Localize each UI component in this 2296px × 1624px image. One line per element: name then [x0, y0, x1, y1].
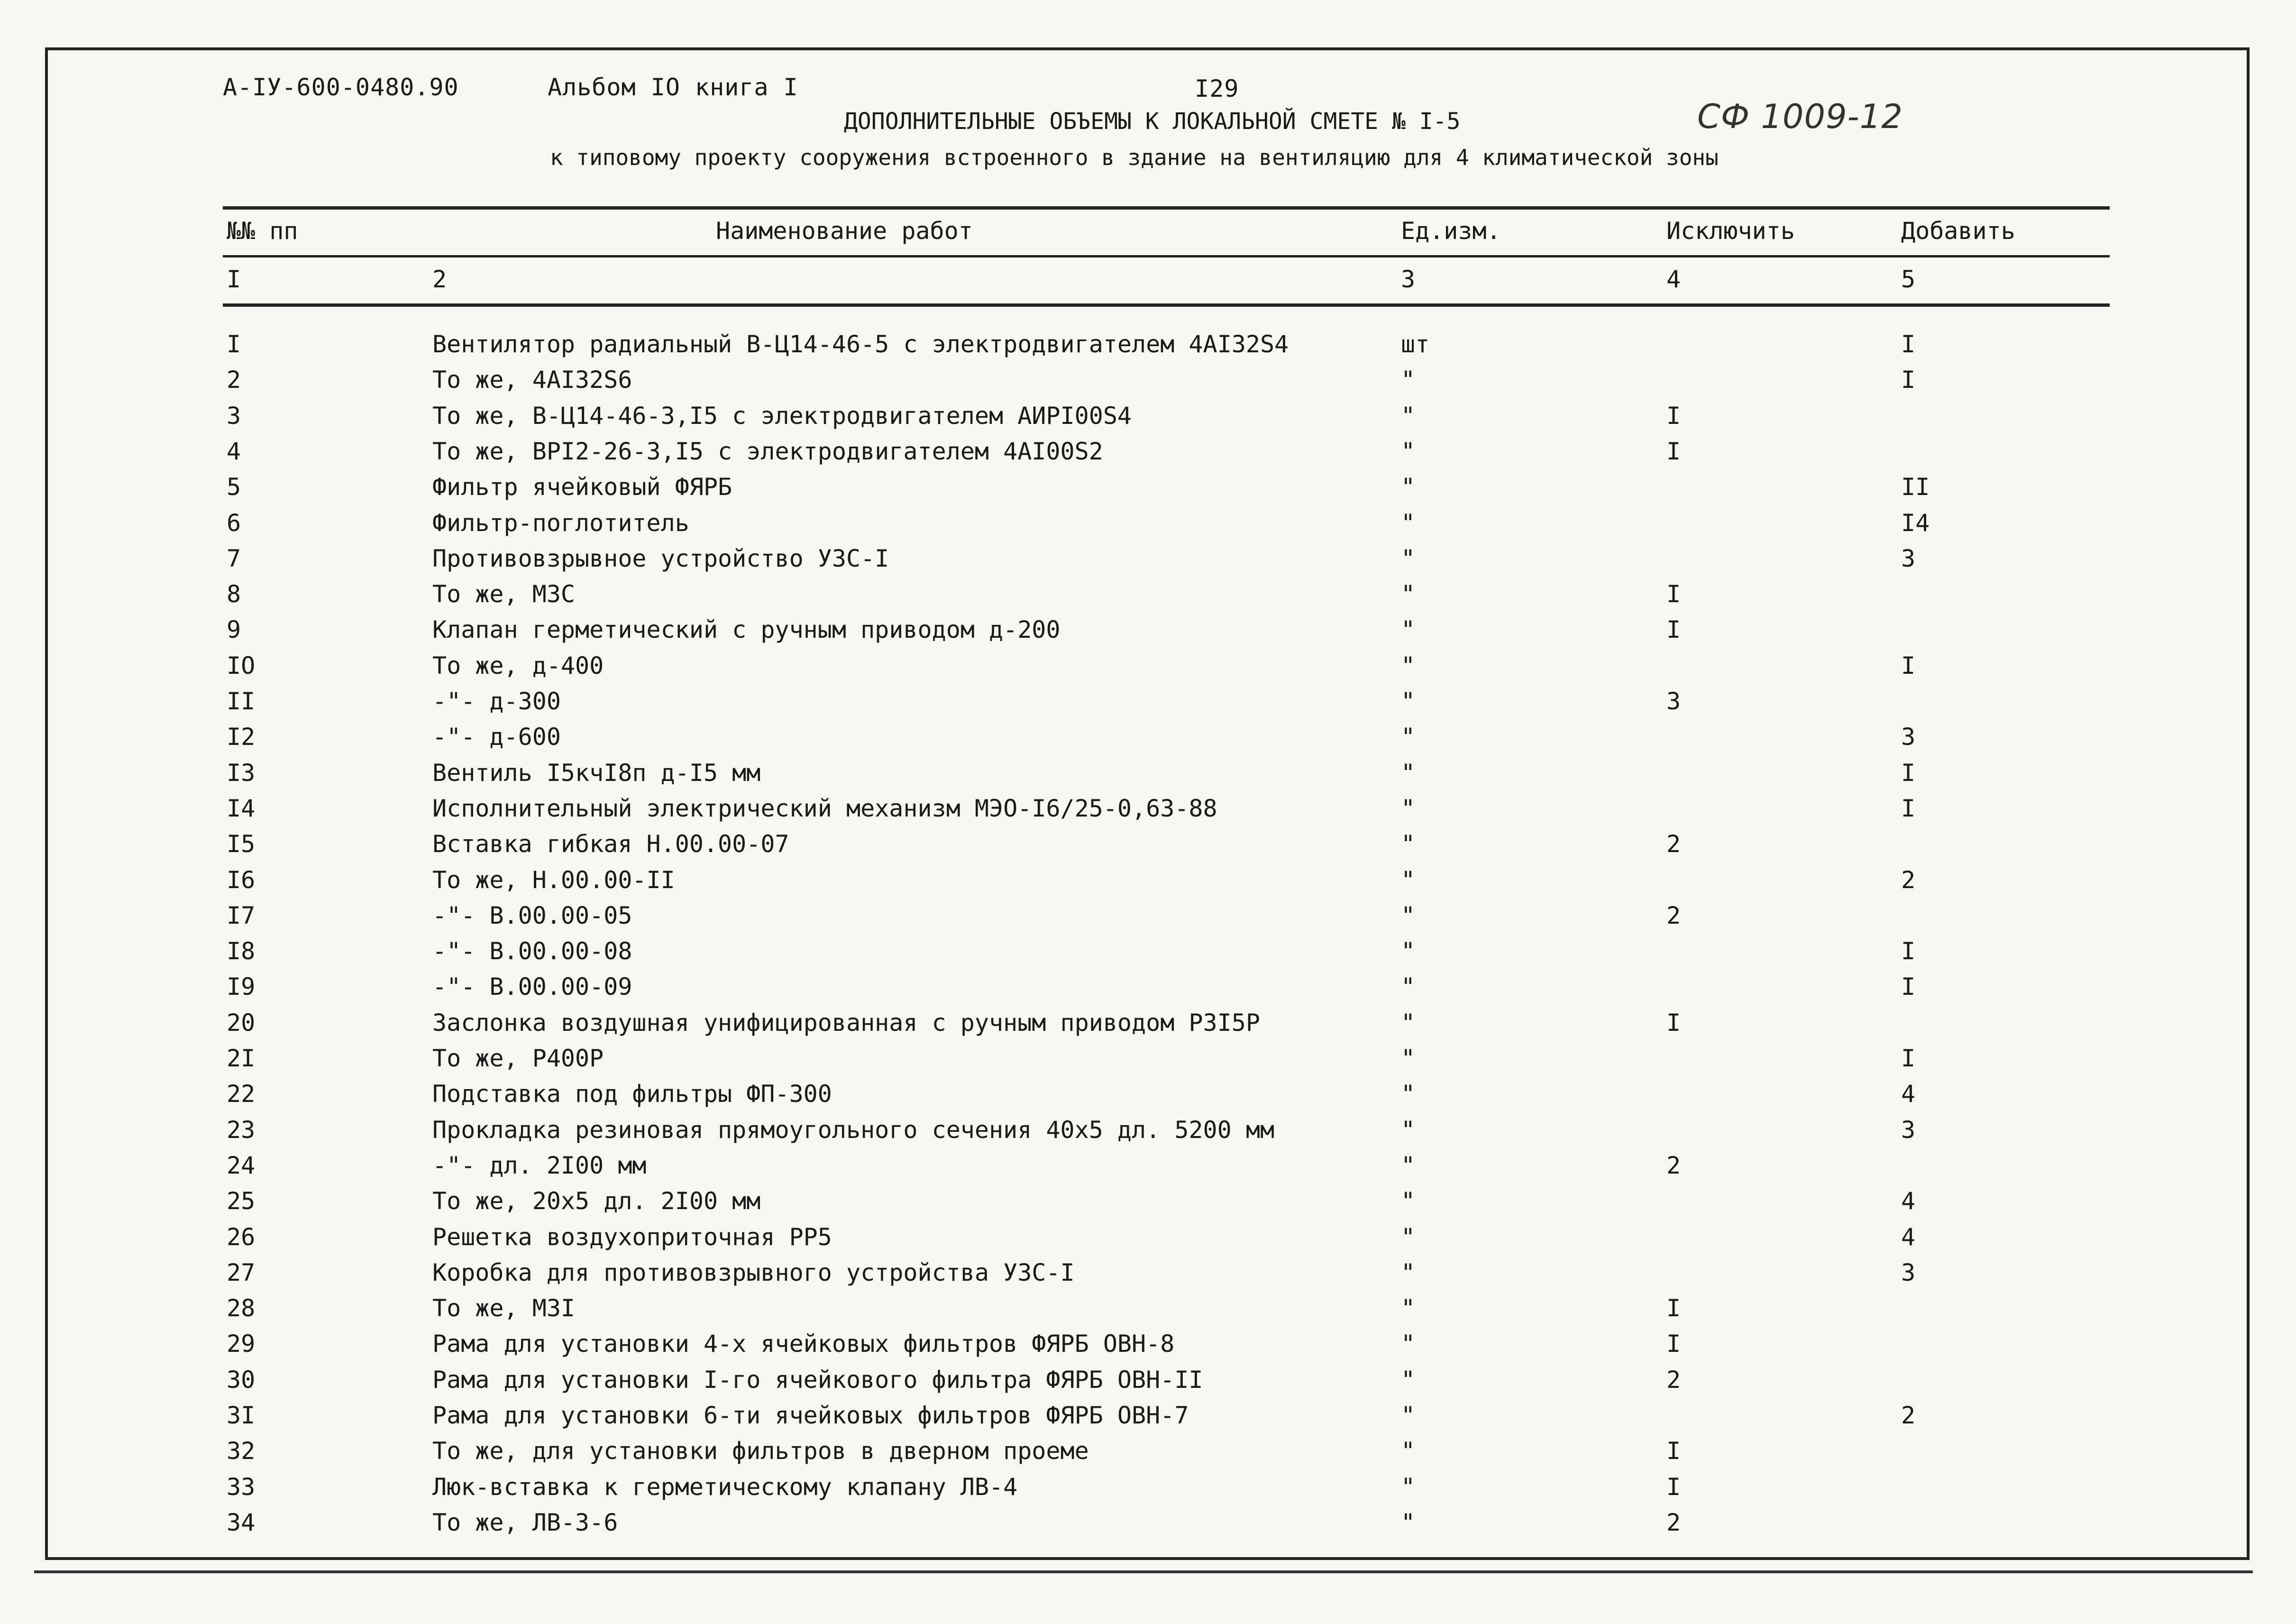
row-number: I8 — [227, 937, 256, 965]
row-unit: " — [1401, 937, 1416, 965]
row-number: IO — [227, 651, 256, 679]
row-unit: " — [1401, 901, 1416, 929]
row-name: Рама для установки 6-ти ячейковых фильтров ФЯРБ ОВН-7 — [432, 1402, 1189, 1429]
row-add: 4 — [1901, 1187, 1916, 1215]
table-row — [0, 830, 2296, 866]
row-name: Коробка для противовзрывного устройства УЗС-I — [432, 1258, 1075, 1286]
row-add: 3 — [1901, 544, 1916, 572]
table-row — [0, 1116, 2296, 1152]
column-number: 4 — [1666, 266, 1681, 293]
row-exclude: I — [1666, 1473, 1681, 1501]
table-row — [0, 723, 2296, 759]
row-unit: " — [1401, 1080, 1416, 1108]
column-number: 3 — [1401, 266, 1416, 293]
row-number: I5 — [227, 830, 256, 858]
row-number: 22 — [227, 1080, 256, 1108]
row-name: Подставка под фильтры ФП-300 — [432, 1080, 832, 1108]
table-row — [0, 580, 2296, 616]
row-name: Вентиль I5кчI8п д-I5 мм — [432, 759, 761, 787]
row-add: I — [1901, 366, 1916, 394]
row-exclude: I — [1666, 1009, 1681, 1037]
row-number: 6 — [227, 509, 241, 537]
row-add: I — [1901, 937, 1916, 965]
row-exclude: 2 — [1666, 1508, 1681, 1536]
table-row — [0, 1080, 2296, 1116]
row-number: 8 — [227, 580, 241, 608]
row-number: 33 — [227, 1473, 256, 1501]
table-row — [0, 1152, 2296, 1187]
document-code: А-IУ-600-0480.90 — [223, 73, 459, 101]
row-unit: " — [1401, 973, 1416, 1001]
row-number: 4 — [227, 437, 241, 465]
page-number: I29 — [1195, 75, 1239, 102]
row-unit: " — [1401, 759, 1416, 787]
row-name: То же, 20х5 дл. 2I00 мм — [432, 1187, 761, 1215]
row-exclude: 2 — [1666, 901, 1681, 929]
row-name: То же, 4АI32S6 — [432, 366, 632, 394]
row-name: -"- д-300 — [432, 688, 561, 715]
row-add: 4 — [1901, 1080, 1916, 1108]
row-number: I — [227, 330, 241, 358]
table-row — [0, 759, 2296, 795]
table-header-rule — [223, 255, 2110, 257]
row-unit: " — [1401, 651, 1416, 679]
row-exclude: 2 — [1666, 1366, 1681, 1394]
table-top-rule — [223, 206, 2110, 210]
row-exclude: I — [1666, 437, 1681, 465]
row-exclude: I — [1666, 1294, 1681, 1322]
row-unit: " — [1401, 1294, 1416, 1322]
row-add: I4 — [1901, 509, 1930, 537]
row-unit: " — [1401, 1009, 1416, 1037]
row-name: То же, ВРI2-26-3,I5 с электродвигателем 4АI00S2 — [432, 437, 1103, 465]
table-row — [0, 937, 2296, 973]
row-number: 7 — [227, 544, 241, 572]
table-row — [0, 1223, 2296, 1259]
column-number: 2 — [432, 266, 447, 293]
row-number: II — [227, 688, 256, 715]
row-add: I — [1901, 651, 1916, 679]
row-name: То же, Н.00.00-II — [432, 866, 675, 894]
row-unit: " — [1401, 830, 1416, 858]
header-num: №№ пп — [227, 217, 298, 245]
row-number: 2 — [227, 366, 241, 394]
row-unit: " — [1401, 688, 1416, 715]
table-row — [0, 1366, 2296, 1402]
table-row — [0, 473, 2296, 509]
row-number: 3 — [227, 402, 241, 430]
row-name: Клапан герметический с ручным приводом д-200 — [432, 616, 1061, 644]
table-row — [0, 973, 2296, 1009]
row-exclude: I — [1666, 1330, 1681, 1358]
row-name: Рама для установки 4-х ячейковых фильтров ФЯРБ ОВН-8 — [432, 1330, 1175, 1358]
table-row — [0, 1509, 2296, 1544]
row-add: I — [1901, 759, 1916, 787]
row-number: 28 — [227, 1294, 256, 1322]
row-name: Люк-вставка к герметическому клапану ЛВ-4 — [432, 1473, 1018, 1501]
row-number: 27 — [227, 1258, 256, 1286]
row-name: -"- В.00.00-05 — [432, 901, 632, 929]
table-row — [0, 1009, 2296, 1045]
row-name: Исполнительный электрический механизм МЭО-I6/25-0,63-88 — [432, 794, 1217, 822]
row-unit: " — [1401, 366, 1416, 394]
row-unit: " — [1401, 1366, 1416, 1394]
frame-bottom-line — [34, 1570, 2253, 1573]
row-unit: " — [1401, 866, 1416, 894]
row-name: То же, для установки фильтров в дверном проеме — [432, 1437, 1089, 1465]
row-add: 2 — [1901, 866, 1916, 894]
row-exclude: I — [1666, 1437, 1681, 1465]
row-name: Вставка гибкая Н.00.00-07 — [432, 830, 789, 858]
row-unit: " — [1401, 616, 1416, 644]
row-number: 9 — [227, 616, 241, 644]
row-unit: " — [1401, 1258, 1416, 1286]
row-name: То же, МЗI — [432, 1294, 576, 1322]
page-title: ДОПОЛНИТЕЛЬНЫЕ ОБЪЕМЫ К ЛОКАЛЬНОЙ СМЕТЕ № I-5 — [844, 108, 1461, 135]
row-exclude: 2 — [1666, 830, 1681, 858]
row-name: То же, МЗС — [432, 580, 576, 608]
row-name: -"- В.00.00-09 — [432, 973, 632, 1001]
row-unit: " — [1401, 1473, 1416, 1501]
table-row — [0, 688, 2296, 723]
row-unit: " — [1401, 1116, 1416, 1144]
row-add: 4 — [1901, 1223, 1916, 1251]
row-unit: " — [1401, 794, 1416, 822]
row-unit: шт — [1401, 330, 1430, 358]
table-row — [0, 1473, 2296, 1509]
row-name: -"- В.00.00-08 — [432, 937, 632, 965]
row-unit: " — [1401, 1508, 1416, 1536]
row-unit: " — [1401, 509, 1416, 537]
row-exclude: 2 — [1666, 1151, 1681, 1179]
table-row — [0, 1187, 2296, 1223]
row-name: Заслонка воздушная унифицированная с ручным приводом РЗI5Р — [432, 1009, 1260, 1037]
row-number: 3I — [227, 1402, 256, 1429]
row-add: 3 — [1901, 723, 1916, 751]
row-add: I — [1901, 794, 1916, 822]
row-name: Фильтр ячейковый ФЯРБ — [432, 473, 732, 501]
row-name: Противовзрывное устройство УЗС-I — [432, 544, 889, 572]
row-name: -"- д-600 — [432, 723, 561, 751]
header-add: Добавить — [1901, 217, 2015, 245]
row-unit: " — [1401, 1151, 1416, 1179]
row-number: I4 — [227, 794, 256, 822]
table-row — [0, 545, 2296, 580]
row-number: 34 — [227, 1508, 256, 1536]
table-row — [0, 438, 2296, 473]
table-row — [0, 1045, 2296, 1080]
row-unit: " — [1401, 1187, 1416, 1215]
row-unit: " — [1401, 580, 1416, 608]
row-exclude: I — [1666, 580, 1681, 608]
row-number: I7 — [227, 901, 256, 929]
table-row — [0, 616, 2296, 651]
row-number: 30 — [227, 1366, 256, 1394]
column-number: I — [227, 266, 241, 293]
album-label: Альбом IO книга I — [548, 73, 798, 101]
header-exclude: Исключить — [1666, 217, 1795, 245]
row-name: То же, ЛВ-3-6 — [432, 1508, 618, 1536]
row-add: II — [1901, 473, 1930, 501]
row-exclude: I — [1666, 616, 1681, 644]
row-number: 25 — [227, 1187, 256, 1215]
row-number: 32 — [227, 1437, 256, 1465]
row-number: I9 — [227, 973, 256, 1001]
row-add: 3 — [1901, 1116, 1916, 1144]
table-row — [0, 509, 2296, 545]
row-number: I2 — [227, 723, 256, 751]
row-unit: " — [1401, 437, 1416, 465]
row-unit: " — [1401, 1330, 1416, 1358]
row-number: 24 — [227, 1151, 256, 1179]
table-row — [0, 330, 2296, 366]
row-unit: " — [1401, 1223, 1416, 1251]
row-name: То же, В-Ц14-46-3,I5 с электродвигателем АИРI00S4 — [432, 402, 1132, 430]
row-name: Вентилятор радиальный В-Ц14-46-5 с электродвигателем 4АI32S4 — [432, 330, 1289, 358]
row-add: I — [1901, 1045, 1916, 1072]
row-name: Рама для установки I-го ячейкового фильтра ФЯРБ ОВН-II — [432, 1366, 1203, 1394]
row-unit: " — [1401, 723, 1416, 751]
row-number: I6 — [227, 866, 256, 894]
column-number: 5 — [1901, 266, 1916, 293]
row-number: 20 — [227, 1009, 256, 1037]
row-number: 2I — [227, 1045, 256, 1072]
table-row — [0, 1294, 2296, 1330]
table-row — [0, 902, 2296, 937]
row-exclude: 3 — [1666, 688, 1681, 715]
row-number: I3 — [227, 759, 256, 787]
row-add: 2 — [1901, 1402, 1916, 1429]
row-add: 3 — [1901, 1258, 1916, 1286]
table-numbers-rule — [223, 303, 2110, 307]
row-name: То же, Р400Р — [432, 1045, 604, 1072]
row-number: 5 — [227, 473, 241, 501]
row-number: 23 — [227, 1116, 256, 1144]
row-number: 29 — [227, 1330, 256, 1358]
handwritten-stamp: СФ 1009-12 — [1697, 97, 1903, 136]
row-name: То же, д-400 — [432, 651, 604, 679]
table-row — [0, 366, 2296, 402]
table-row — [0, 1437, 2296, 1473]
page-subtitle: к типовому проекту сооружения встроенного в здание на вентиляцию для 4 климатической зоны — [550, 145, 1719, 170]
row-name: Фильтр-поглотитель — [432, 509, 689, 537]
table-row — [0, 1259, 2296, 1294]
table-row — [0, 1330, 2296, 1366]
row-unit: " — [1401, 1402, 1416, 1429]
row-unit: " — [1401, 473, 1416, 501]
row-unit: " — [1401, 544, 1416, 572]
row-number: 26 — [227, 1223, 256, 1251]
table-row — [0, 1402, 2296, 1437]
table-row — [0, 866, 2296, 902]
row-exclude: I — [1666, 402, 1681, 430]
table-row — [0, 795, 2296, 830]
row-unit: " — [1401, 1045, 1416, 1072]
row-add: I — [1901, 330, 1916, 358]
table-row — [0, 402, 2296, 438]
row-name: -"- дл. 2I00 мм — [432, 1151, 647, 1179]
row-unit: " — [1401, 402, 1416, 430]
header-name: Наименование работ — [716, 217, 973, 245]
table-row — [0, 652, 2296, 688]
header-unit: Ед.изм. — [1401, 217, 1501, 245]
row-add: I — [1901, 973, 1916, 1001]
row-unit: " — [1401, 1437, 1416, 1465]
row-name: Прокладка резиновая прямоугольного сечения 40х5 дл. 5200 мм — [432, 1116, 1275, 1144]
row-name: Решетка воздухоприточная РР5 — [432, 1223, 832, 1251]
